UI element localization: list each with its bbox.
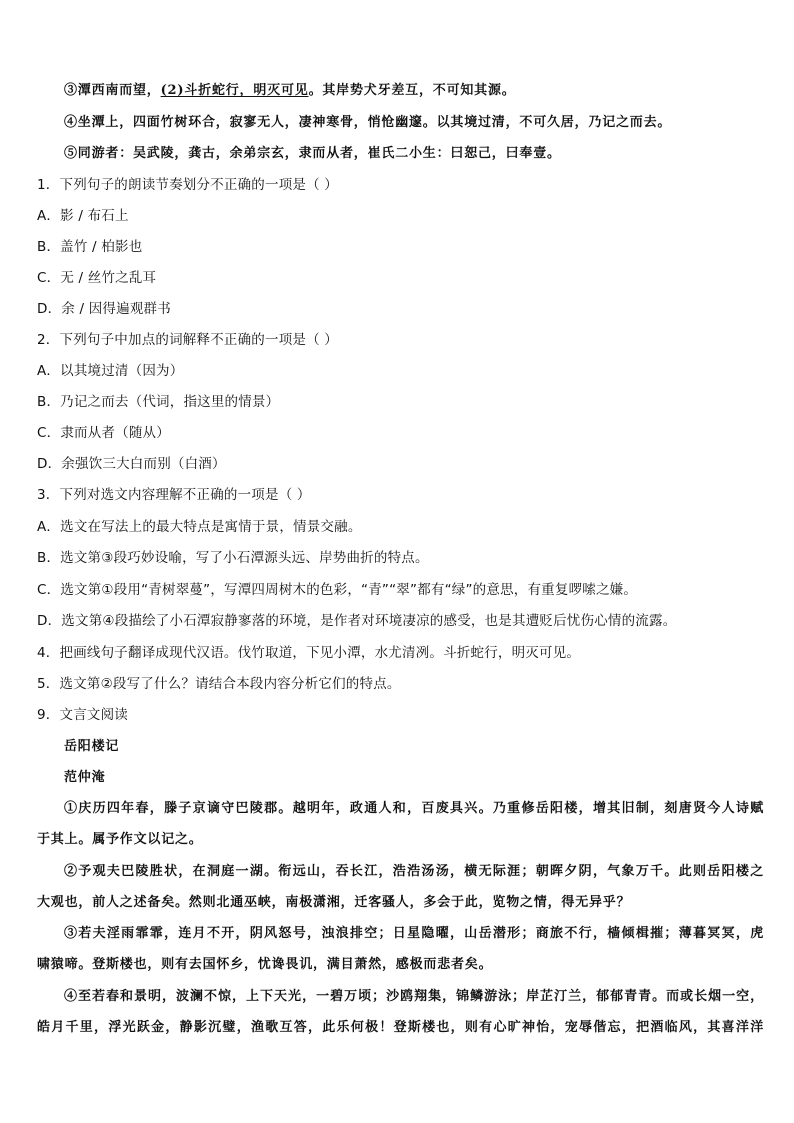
question-1-option-c: C．无 / 丝竹之乱耳 bbox=[37, 270, 157, 286]
passage-p3-before: ③潭西南而望， bbox=[64, 83, 161, 98]
question-1-stem: 1．下列句子的朗读节奏划分不正确的一项是（ ） bbox=[37, 177, 338, 193]
passage-paragraph-5: ⑤同游者：吴武陵，龚古，余弟宗玄，隶而从者，崔氏二小生：曰恕己，曰奉壹。 bbox=[64, 146, 561, 161]
question-1-option-b: B．盖竹 / 柏影也 bbox=[37, 239, 143, 255]
underlined-sentence: (2)斗折蛇行，明灭可见 bbox=[160, 83, 309, 98]
question-2-stem: 2．下列句子中加点的词解释不正确的一项是（ ） bbox=[37, 332, 338, 348]
question-1-option-d: D．余 / 因得遍观群书 bbox=[37, 301, 171, 317]
question-3-option-d: D．选文第④段描绘了小石潭寂静寥落的环境，是作者对环境凄凉的感受，也是其遭贬后忧伤心情的流露。 bbox=[37, 613, 677, 629]
reading-p2-line-1: ②予观夫巴陵胜状，在洞庭一湖。衔远山，吞长江，浩浩汤汤，横无际涯；朝晖夕阴，气象万千。此则岳阳楼之 bbox=[64, 864, 764, 879]
question-3-option-c: C．选文第①段用“青树翠蔓”，写潭四周树木的色彩，“青”“翠”都有“绿”的意思，有重复啰嗦之嫌。 bbox=[37, 582, 638, 598]
reading-p1-line-2: 于其上。属予作文以记之。 bbox=[37, 832, 203, 847]
reading-p1-line-1: ①庆历四年春，滕子京谪守巴陵郡。越明年，政通人和，百废具兴。乃重修岳阳楼，增其旧制，刻唐贤今人诗赋 bbox=[64, 801, 764, 816]
reading-author: 范仲淹 bbox=[64, 770, 106, 785]
question-3-stem: 3．下列对选文内容理解不正确的一项是（ ） bbox=[37, 487, 311, 503]
question-4: 4．把画线句子翻译成现代汉语。伐竹取道，下见小潭，水尤清冽。斗折蛇行，明灭可见。 bbox=[37, 645, 581, 661]
question-3-option-b: B．选文第③段巧妙设喻，写了小石潭源头远、岸势曲折的特点。 bbox=[37, 550, 429, 566]
reading-heading: 9．文言文阅读 bbox=[37, 707, 128, 723]
reading-p4-line-2: 皓月千里，浮光跃金，静影沉璧，渔歌互答，此乐何极！登斯楼也，则有心旷神怡，宠辱偕忘，把酒临风，其喜洋洋 bbox=[37, 1020, 764, 1035]
passage-p3-after: 。其岸势犬牙差互，不可知其源。 bbox=[308, 83, 516, 98]
reading-p2-line-2: 大观也，前人之述备矣。然则北通巫峡，南极潇湘，迁客骚人，多会于此，览物之情，得无异乎？ bbox=[37, 895, 631, 910]
passage-paragraph-3 bbox=[64, 82, 764, 100]
question-1-option-a: A．影 / 布石上 bbox=[37, 208, 129, 224]
reading-p4-line-1: ④至若春和景明，波澜不惊，上下天光，一碧万顷；沙鸥翔集，锦鳞游泳；岸芷汀兰，郁郁青青。而或长烟一空， bbox=[64, 989, 764, 1004]
passage-paragraph-4: ④坐潭上，四面竹树环合，寂寥无人，凄神寒骨，悄怆幽邃。以其境过清，不可久居，乃记之而去。 bbox=[64, 115, 672, 130]
question-2-option-a: A．以其境过清（因为） bbox=[37, 363, 184, 379]
question-2-option-b: B．乃记之而去（代词，指这里的情景） bbox=[37, 394, 280, 410]
question-5: 5．选文第②段写了什么？请结合本段内容分析它们的特点。 bbox=[37, 676, 401, 692]
reading-title: 岳阳楼记 bbox=[64, 739, 120, 754]
reading-p3-line-2: 啸猿啼。登斯楼也，则有去国怀乡，忧谗畏讥，满目萧然，感极而悲者矣。 bbox=[37, 957, 493, 972]
question-2-option-c: C．隶而从者（随从） bbox=[37, 425, 170, 441]
question-3-option-a: A．选文在写法上的最大特点是寓情于景，情景交融。 bbox=[37, 519, 362, 535]
question-2-option-d: D．余强饮三大白而别（白酒） bbox=[37, 456, 226, 472]
reading-p3-line-1: ③若夫淫雨霏霏，连月不开，阴风怒号，浊浪排空；日星隐曜，山岳潜形；商旅不行，樯倾楫摧；薄暮冥冥，虎 bbox=[64, 926, 764, 941]
